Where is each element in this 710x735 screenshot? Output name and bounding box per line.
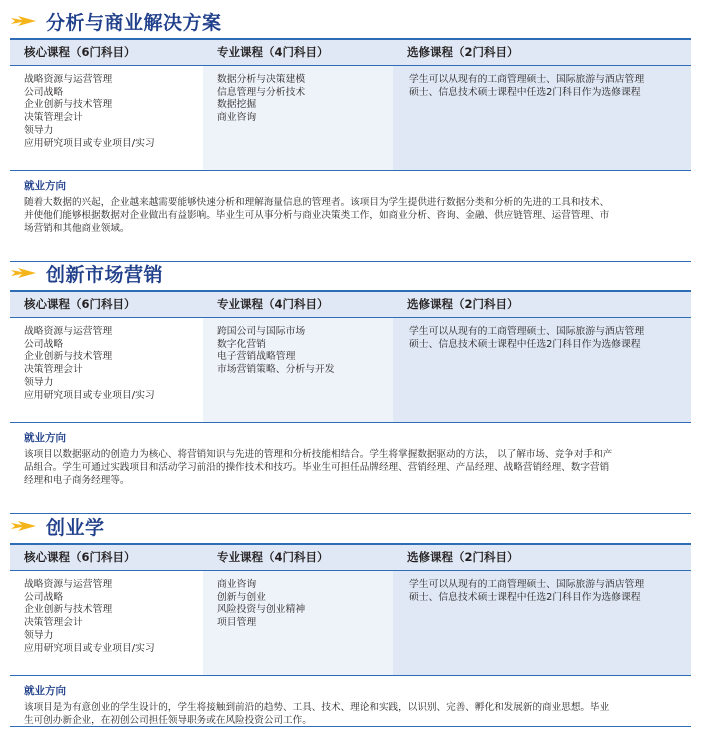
section-title: 分析与商业解决方案 (46, 11, 222, 34)
career-text (10, 697, 691, 727)
list-item: 商业咨询 (217, 112, 257, 124)
career-line: 该项目是为有意创业的学生设计的，学生将接触到前沿的趋势、工具、技术、理论和实践，以识别、完善、孵化和发展新的商业思想。毕业 (24, 702, 610, 713)
list-item: 风险投资与创业精神 (217, 604, 306, 616)
list-item: 应用研究项目或专业项目/实习 (24, 137, 155, 149)
elective-courses-header: 选修课程（2门科目） (407, 550, 519, 564)
elective-courses-header: 选修课程（2门科目） (407, 297, 519, 311)
career-text (10, 444, 691, 487)
list-item: 决策管理会计 (24, 617, 83, 629)
career-title: 就业方向 (24, 180, 66, 192)
elective-description (393, 571, 691, 675)
list-item: 应用研究项目或专业项目/实习 (24, 389, 155, 401)
course-header-row (10, 545, 691, 570)
list-item: 公司战略 (24, 86, 64, 98)
list-item: 企业创新与技术管理 (24, 604, 113, 616)
career-line: 场营销和其他商业领域。 (24, 223, 130, 234)
list-item: 电子营销战略管理 (217, 351, 296, 363)
list-item: 信息管理与分析技术 (217, 86, 306, 98)
elective-line: 学生可以从现有的工商管理硕士、国际旅游与酒店管理 (409, 74, 645, 85)
career-line: 并使他们能够根据数据对企业做出有益影响。毕业生可从事分析与商业决策类工作，如商业分析、咨询、金融、供应链管理、运营管理、市 (24, 210, 610, 221)
course-body (10, 66, 691, 170)
course-panel (10, 290, 691, 487)
list-item: 应用研究项目或专业项目/实习 (24, 642, 155, 654)
list-item: 战略资源与运营管理 (24, 326, 113, 337)
course-panel (10, 543, 691, 727)
list-item: 商业咨询 (217, 579, 257, 590)
list-item: 领导力 (24, 629, 54, 641)
elective-line: 硕士、信息技术硕士课程中任选2门科目作为选修课程 (409, 86, 641, 98)
specialty-course-list (203, 571, 393, 675)
specialty-courses-header: 专业课程（4门科目） (217, 45, 329, 59)
specialty-courses-header: 专业课程（4门科目） (217, 550, 329, 564)
elective-courses-header: 选修课程（2门科目） (407, 45, 519, 59)
section-title: 创业学 (46, 516, 105, 539)
list-item: 市场营销策略、分析与开发 (217, 364, 335, 376)
section-heading (10, 260, 163, 286)
list-item: 公司战略 (24, 591, 64, 603)
list-item: 企业创新与技术管理 (24, 351, 113, 363)
career-line: 该项目以数据驱动的创造力为核心、将营销知识与先进的管理和分析技能相结合。学生将掌握数据驱动的方法， 以了解市场、竞争对手和产 (24, 449, 613, 460)
course-body (10, 571, 691, 675)
course-body (10, 318, 691, 422)
arrow-right-icon (10, 266, 38, 280)
list-item: 数据挖掘 (217, 99, 257, 111)
career-line: 生可创办新企业，在初创公司担任领导职务或在风险投资公司工作。 (24, 715, 312, 726)
core-course-list (10, 571, 203, 675)
career-text (10, 192, 691, 235)
career-line: 经理和电子商务经理等。 (24, 475, 130, 486)
list-item: 项目管理 (217, 617, 257, 629)
course-header-row (10, 40, 691, 65)
elective-description (393, 318, 691, 422)
course-panel (10, 38, 691, 235)
list-item: 数据分析与决策建模 (217, 74, 306, 85)
section-heading (10, 513, 105, 539)
elective-line: 学生可以从现有的工商管理硕士、国际旅游与酒店管理 (409, 326, 645, 337)
list-item: 战略资源与运营管理 (24, 74, 113, 85)
career-title: 就业方向 (24, 685, 66, 697)
section-heading (10, 8, 222, 34)
list-item: 创新与创业 (217, 591, 266, 603)
elective-line: 硕士、信息技术硕士课程中任选2门科目作为选修课程 (409, 338, 641, 350)
career-title: 就业方向 (24, 432, 66, 444)
list-item: 决策管理会计 (24, 112, 83, 124)
elective-description (393, 66, 691, 170)
core-course-list (10, 318, 203, 422)
core-courses-header: 核心课程（6门科目） (24, 550, 136, 564)
list-item: 领导力 (24, 124, 54, 136)
career-line: 随着大数据的兴起，企业越来越需要能够快速分析和理解海量信息的管理者。该项目为学生提供进行数据分类和分析的先进的工具和技术、 (24, 197, 610, 208)
core-courses-header: 核心课程（6门科目） (24, 297, 136, 311)
specialty-course-list (203, 318, 393, 422)
list-item: 战略资源与运营管理 (24, 579, 113, 590)
list-item: 数字化营销 (217, 338, 266, 350)
section-title: 创新市场营销 (46, 263, 164, 286)
specialty-course-list (203, 66, 393, 170)
core-course-list (10, 66, 203, 170)
list-item: 决策管理会计 (24, 364, 83, 376)
arrow-right-icon (10, 519, 38, 533)
career-line: 品组合。学生可通过实践项目和活动学习前沿的操作技术和技巧。毕业生可担任品牌经理、营销经理、产品经理、战略营销经理、数字营销 (24, 462, 610, 473)
list-item: 跨国公司与国际市场 (217, 326, 306, 337)
list-item: 企业创新与技术管理 (24, 99, 113, 111)
arrow-right-icon (10, 14, 38, 28)
core-courses-header: 核心课程（6门科目） (24, 45, 136, 59)
specialty-courses-header: 专业课程（4门科目） (217, 297, 329, 311)
elective-line: 硕士、信息技术硕士课程中任选2门科目作为选修课程 (409, 591, 641, 603)
elective-line: 学生可以从现有的工商管理硕士、国际旅游与酒店管理 (409, 579, 645, 590)
course-header-row (10, 292, 691, 317)
list-item: 公司战略 (24, 338, 64, 350)
list-item: 领导力 (24, 376, 54, 388)
